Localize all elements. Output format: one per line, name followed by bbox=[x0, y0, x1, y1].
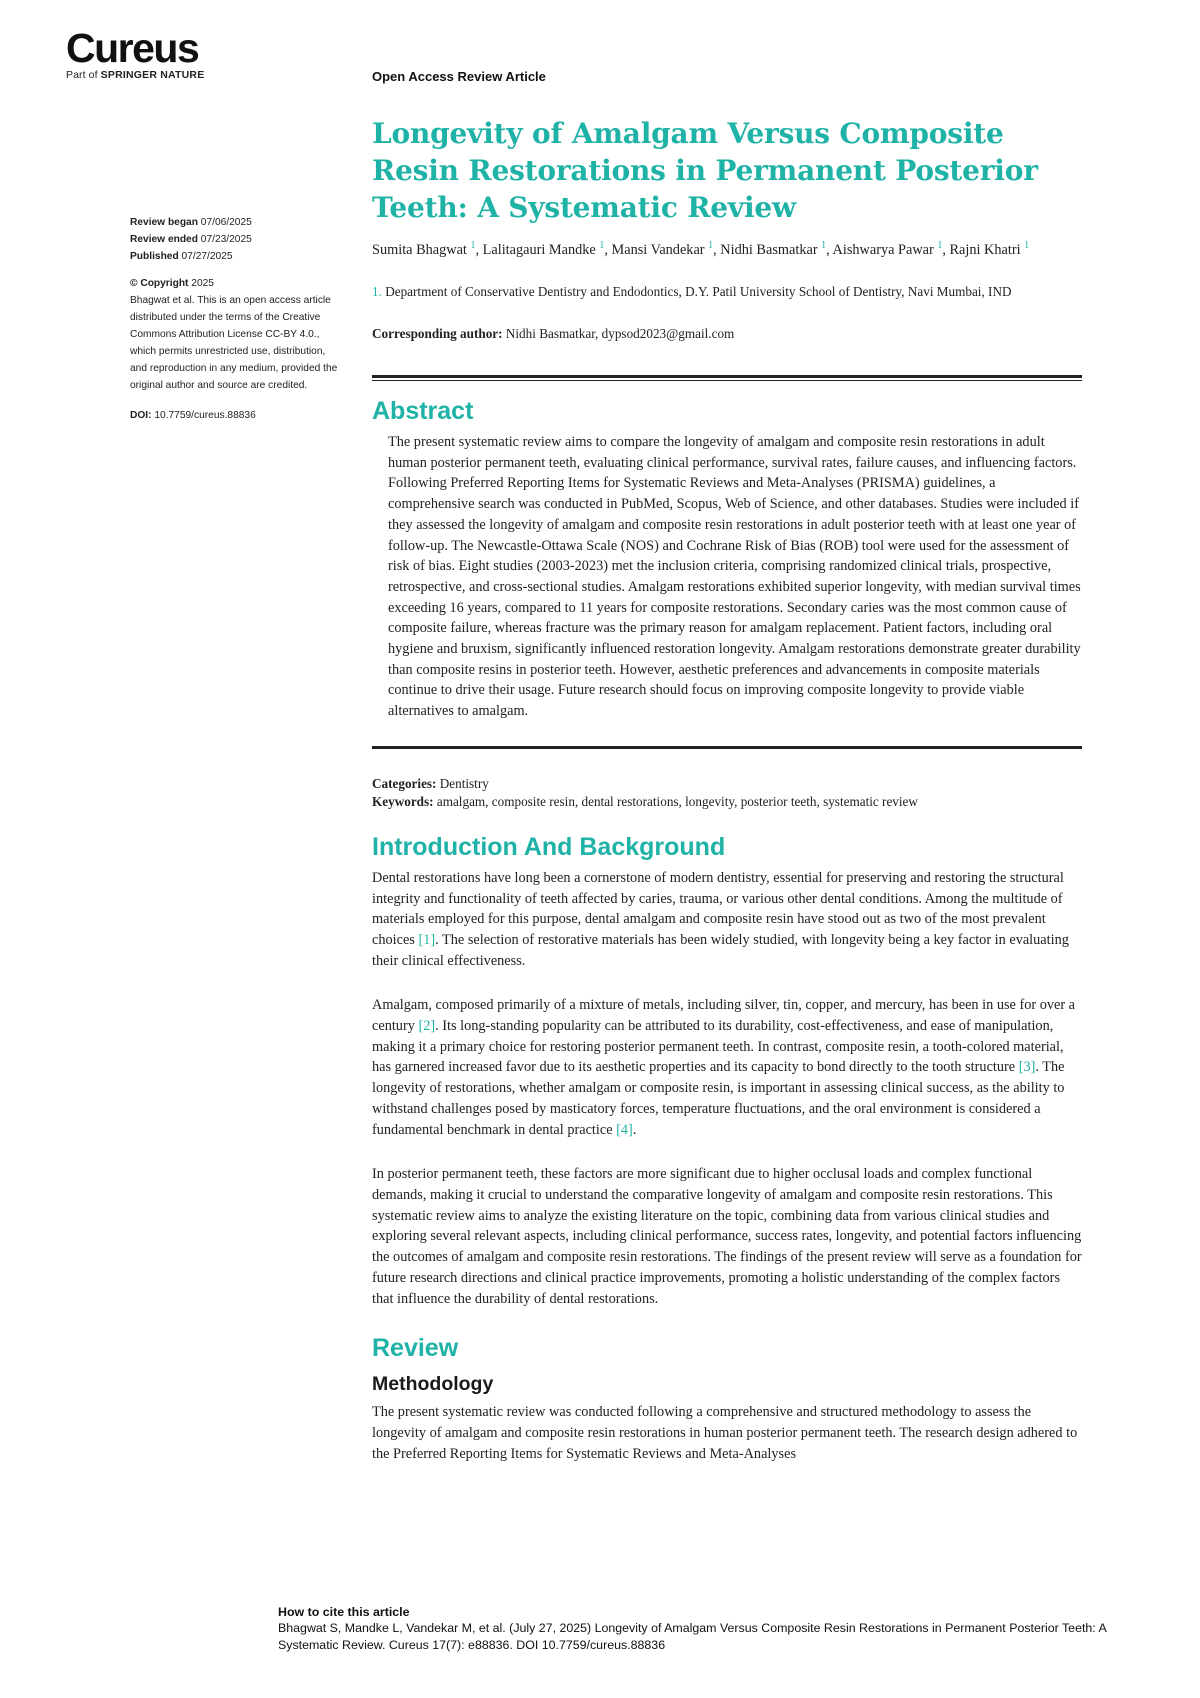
review-ended-row bbox=[130, 231, 345, 248]
copyright-year: 2025 bbox=[191, 278, 214, 289]
citation-footer bbox=[278, 1604, 1158, 1653]
methodology-heading: Methodology bbox=[372, 1373, 494, 1396]
doi-row[interactable] bbox=[130, 407, 345, 424]
author-name: Sumita Bhagwat bbox=[372, 242, 471, 258]
license-text: Bhagwat et al. This is an open access article distributed under the terms of the Creative Commons Attribution License CC-BY 4.0., which permits unrestricted use, distribution, and reproduction in any medium, provided the original author and source are credited. bbox=[130, 295, 338, 391]
copyright-block bbox=[130, 275, 345, 394]
citation-link[interactable]: [4] bbox=[616, 1121, 633, 1138]
paragraph-text: . bbox=[632, 1121, 637, 1138]
review-dates bbox=[130, 214, 345, 265]
review-began-date: 07/06/2025 bbox=[200, 217, 252, 228]
author-separator: , bbox=[713, 242, 721, 258]
abstract-top-rule bbox=[372, 375, 1082, 381]
keywords-row bbox=[372, 793, 1082, 812]
article-meta bbox=[372, 775, 1082, 812]
copyright-label: © Copyright bbox=[130, 278, 189, 289]
intro-heading: Introduction And Background bbox=[372, 832, 726, 861]
paragraph-text: . Its long-standing popularity can be attributed to its durability, cost-effectiveness, and ease of manipulation, making it a primary choice for restoring posterior permanent teeth. In contrast, composite resin, a tooth-colored material, has garnered increased favor due to its aesthetic properties and its capacity to bond directly to the tooth structure bbox=[372, 1018, 1064, 1076]
keywords-value: amalgam, composite resin, dental restorations, longevity, posterior teeth, systematic review bbox=[436, 794, 918, 810]
logo-wordmark: Cureus bbox=[66, 25, 199, 71]
paragraph-text: Amalgam, composed primarily of a mixture of metals, including silver, tin, copper, and mercury, has been in use for over a century bbox=[372, 997, 1076, 1035]
article-type-label: Open Access Review Article bbox=[372, 69, 546, 84]
review-ended-label: Review ended bbox=[130, 234, 198, 245]
published-date: 07/27/2025 bbox=[181, 251, 233, 262]
citation-link[interactable]: [2] bbox=[418, 1018, 436, 1035]
paragraph-text: . The selection of restorative materials has been widely studied, with longevity being a key factor in evaluating their clinical effectiveness. bbox=[372, 931, 1069, 969]
abstract-bottom-rule bbox=[372, 746, 1082, 749]
logo-tagline bbox=[66, 69, 204, 81]
author-affiliation-marker[interactable]: 1 bbox=[708, 240, 714, 251]
article-title: Longevity of Amalgam Versus Composite Resin Restorations in Permanent Posterior Teeth: A Systematic Review bbox=[372, 117, 1038, 224]
paragraph-text: . The longevity of restorations, whether amalgam or composite resin, is important in assessing clinical success, as the ability to withstand challenges posed by masticatory forces, temperature fluctuations, and the oral environment is considered a fundamental benchmark in dental practice bbox=[372, 1059, 1065, 1138]
citation-heading: How to cite this article bbox=[278, 1605, 410, 1619]
author-name: Aishwarya Pawar bbox=[832, 242, 938, 258]
intro-paragraph-2 bbox=[372, 995, 1082, 1140]
doi-value[interactable]: 10.7759/cureus.88836 bbox=[154, 410, 256, 421]
categories-row bbox=[372, 775, 1082, 794]
author-list bbox=[372, 235, 1082, 261]
author-separator: , bbox=[604, 242, 612, 258]
citation-link[interactable]: [1] bbox=[418, 931, 436, 948]
corresponding-author-label: Corresponding author: bbox=[372, 326, 503, 341]
published-row bbox=[130, 248, 345, 265]
methodology-paragraph: The present systematic review was conducted following a comprehensive and structured methodology to assess the longevity of amalgam and composite resin restorations in human posterior permanent teeth. The research design adhered to the Preferred Reporting Items for Systematic Reviews and Meta-Analyses bbox=[372, 1404, 1078, 1462]
article-main bbox=[372, 115, 1082, 1464]
author-separator: , bbox=[942, 242, 950, 258]
affiliation-number: 1. bbox=[372, 284, 382, 299]
author-separator: , bbox=[826, 242, 833, 258]
citation-link[interactable]: [3] bbox=[1018, 1059, 1036, 1076]
keywords-label: Keywords: bbox=[372, 794, 434, 810]
logo-publisher: SPRINGER NATURE bbox=[100, 69, 205, 81]
author-separator: , bbox=[475, 242, 483, 258]
affiliation-text: Department of Conservative Dentistry and Endodontics, D.Y. Patil University School of Dentistry, Navi Mumbai, IND bbox=[385, 284, 1012, 299]
copyright-row bbox=[130, 275, 345, 292]
abstract-text: The present systematic review aims to compare the longevity of amalgam and composite resin restorations in adult human posterior permanent teeth, evaluating clinical performance, survival rates, failure causes, and influencing factors. Following Preferred Reporting Items for Systematic Reviews and Meta-Analyses (PRISMA) guidelines, a comprehensive search was conducted in PubMed, Scopus, Web of Science, and other databases. Studies were included if they assessed the longevity of amalgam and composite resin restorations in adult posterior teeth with at least one year of follow-up. The Newcastle-Ottawa Scale (NOS) and Cochrane Risk of Bias (ROB) tool were used for the assessment of risk of bias. Eight studies (2003-2023) met the inclusion criteria, comprising randomized clinical trials, prospective, retrospective, and cross-sectional studies. Amalgam restorations exhibited superior longevity, with median survival times exceeding 16 years, compared to 11 years for composite restorations. Secondary caries was the most common cause of composite failure, whereas fracture was the primary reason for amalgam replacement. Patient factors, including oral hygiene and bruxism, significantly influenced restoration longevity. Amalgam restorations demonstrate greater durability than composite resins in posterior teeth. However, aesthetic preferences and advancements in composite materials continue to drive their usage. Future research should focus on improving composite longevity to provide viable alternatives to amalgam. bbox=[388, 434, 1081, 720]
author-affiliation-marker[interactable]: 1 bbox=[470, 240, 476, 251]
doi-label: DOI: bbox=[130, 410, 152, 421]
abstract-heading: Abstract bbox=[372, 397, 474, 425]
paragraph-text: In posterior permanent teeth, these factors are more significant due to higher occlusal loads and complex functional demands, making it crucial to understand the comparative longevity of amalgam and composite resin restorations. This systematic review aims to analyze the existing literature on the topic, combining data from various clinical studies and exploring several relevant aspects, including clinical performance, success rates, longevity, and potential factors influencing the outcomes of amalgam and composite resin restorations. The findings of the present review will serve as a foundation for future research directions and clinical practice improvements, promoting a holistic understanding of the complex factors that influence the durability of dental restorations. bbox=[372, 1166, 1082, 1307]
citation-text: Bhagwat S, Mandke L, Vandekar M, et al. (July 27, 2025) Longevity of Amalgam Versus Composite Resin Restorations in Permanent Posterior Teeth: A Systematic Review. Cureus 17(7): e88836. DOI 10.7759/cureus.88836 bbox=[278, 1621, 1107, 1652]
corresponding-author bbox=[372, 325, 1082, 343]
author-affiliation-marker[interactable]: 1 bbox=[599, 240, 605, 251]
review-ended-date: 07/23/2025 bbox=[200, 234, 252, 245]
cureus-logo[interactable] bbox=[66, 25, 205, 81]
logo-part-of: Part of bbox=[66, 69, 98, 81]
review-heading: Review bbox=[372, 1334, 459, 1363]
review-began-row bbox=[130, 214, 345, 231]
author-name: Lalitagauri Mandke bbox=[482, 242, 600, 258]
affiliation bbox=[372, 283, 1082, 301]
categories-value: Dentistry bbox=[439, 775, 489, 791]
author-affiliation-marker[interactable]: 1 bbox=[821, 240, 827, 251]
author-affiliation-marker[interactable]: 1 bbox=[1024, 240, 1030, 251]
intro-paragraph-1 bbox=[372, 868, 1082, 972]
categories-label: Categories: bbox=[372, 775, 437, 791]
corresponding-author-text: Nidhi Basmatkar, dypsod2023@gmail.com bbox=[505, 326, 735, 341]
author-name: Mansi Vandekar bbox=[611, 242, 709, 258]
paragraph-text: Dental restorations have long been a cornerstone of modern dentistry, essential for preserving and restoring the structural integrity and functionality of teeth affected by caries, trauma, or various other dental conditions. Among the multitude of materials employed for this purpose, dental amalgam and composite resin have stood out as two of the most prevalent choices bbox=[372, 869, 1064, 948]
author-name: Rajni Khatri bbox=[949, 242, 1025, 258]
review-began-label: Review began bbox=[130, 217, 198, 228]
published-label: Published bbox=[130, 251, 179, 262]
author-affiliation-marker[interactable]: 1 bbox=[937, 240, 943, 251]
author-name: Nidhi Basmatkar bbox=[720, 242, 822, 258]
article-sidebar bbox=[130, 214, 345, 424]
intro-paragraph-3 bbox=[372, 1164, 1082, 1309]
